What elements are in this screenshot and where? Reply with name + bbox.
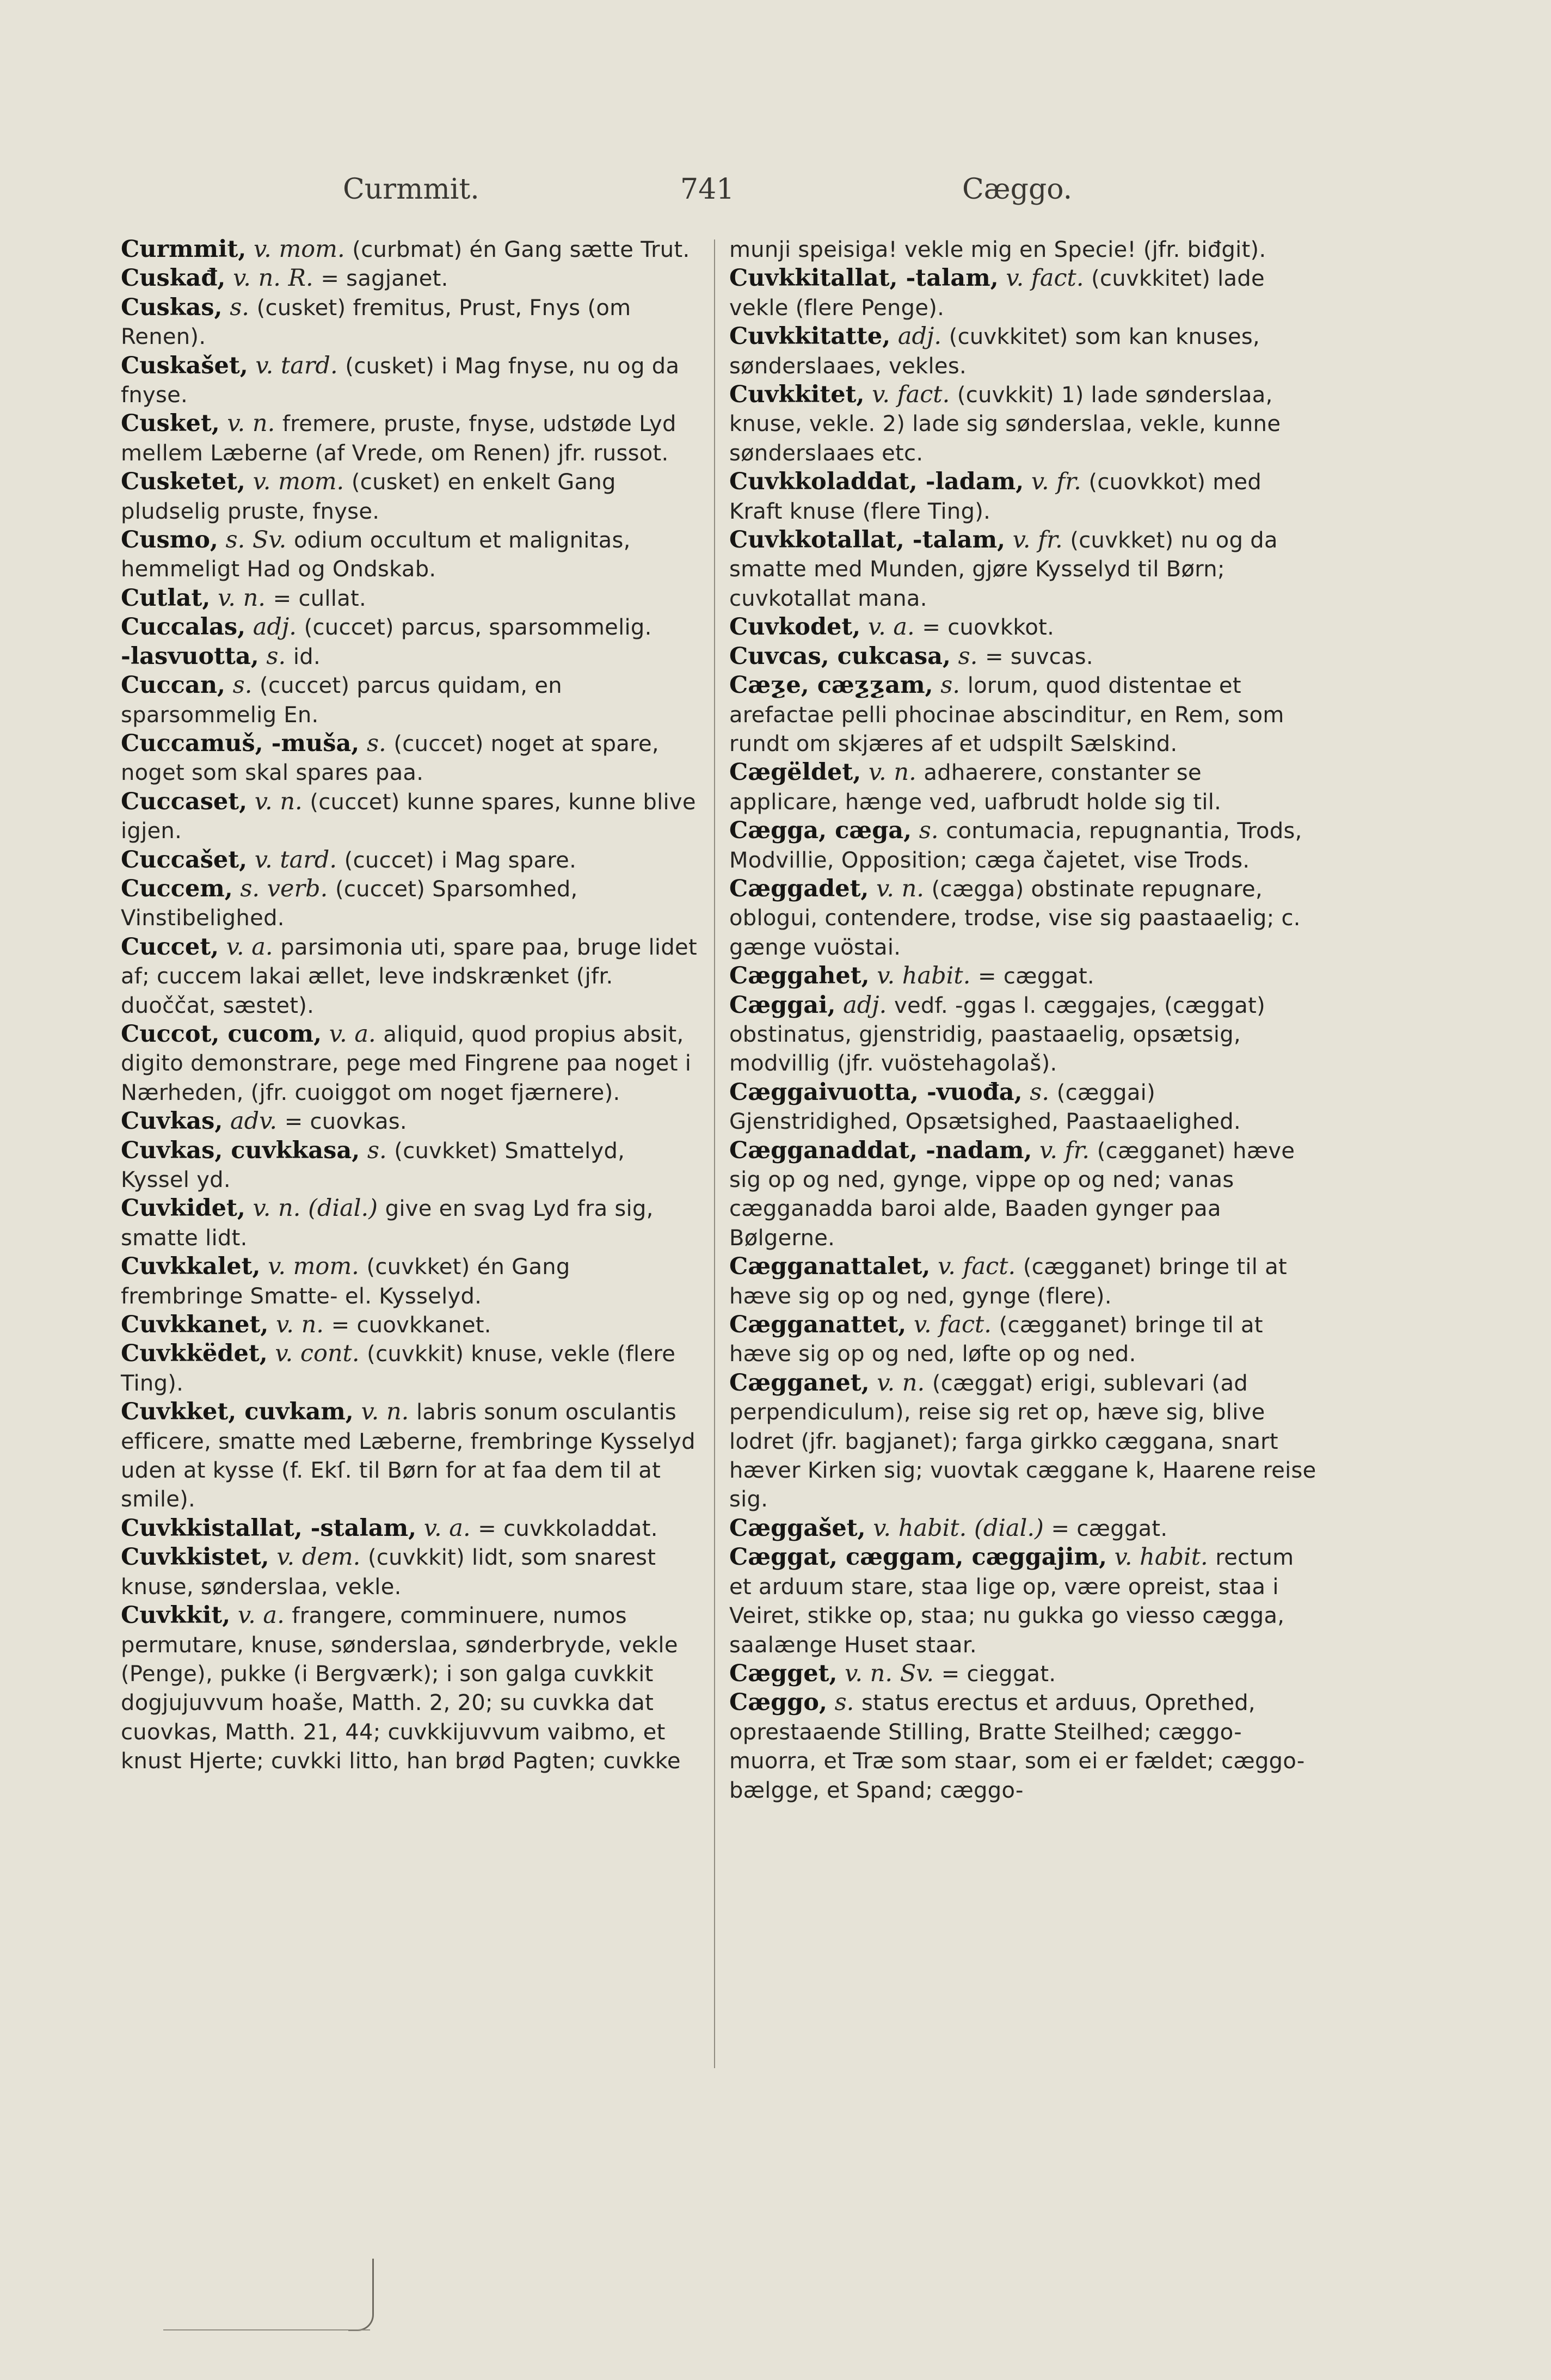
entry-grammar: adj.	[253, 613, 297, 641]
entry-definition: aliquid, quod propius absit, digito demonstrare, pege med Fingrene paa noget i Nærheden, (jfr. cuoiggot om noget fjærnere).	[121, 1022, 692, 1105]
entry-grammar: v. n.	[227, 410, 275, 438]
dictionary-entry	[121, 1311, 698, 1339]
entry-headword: Cuvkkëdet,	[121, 1340, 268, 1368]
entry-definition: (cægganet) bringe til at hæve sig op og ned, løfte op og ned.	[729, 1313, 1263, 1367]
entry-definition: (cægganet) hæve sig op og ned, gynge, vippe op og ned; vanas cægganadda baroi alde, Baaden gynger paa Bølgerne.	[729, 1138, 1295, 1251]
entry-grammar: v. a.	[226, 933, 273, 961]
dictionary-entry	[729, 1136, 1317, 1253]
entry-grammar: adj.	[897, 323, 942, 350]
entry-definition: (cuvkkit) 1) lade sønderslaa, knuse, vekle. 2) lade sig sønderslaa, vekle, kunne sønderslaaes etc.	[729, 383, 1281, 466]
entry-grammar: s.	[958, 642, 978, 670]
entry-definition: labris sonum osculantis efficere, smatte med Læberne, frembringe Kysselyd uden at kysse (f. Ekſ. til Børn for at faa dem til at smile).	[121, 1400, 696, 1512]
entry-headword: Cæggašet,	[729, 1514, 866, 1542]
entry-grammar: v. tard.	[255, 352, 338, 379]
entry-definition: vedf. -ggas l. cæggajes, (cæggat) obstinatus, gjenstridig, paastaaelig, opsætsig, modvillig (jfr. vuöstehagolaš).	[729, 993, 1265, 1077]
header-left-guideword: Curmmit.	[343, 173, 479, 206]
entry-grammar: v. fr.	[1039, 1136, 1090, 1164]
entry-grammar: v. n.	[361, 1398, 409, 1426]
entry-grammar: v. fact.	[913, 1311, 992, 1339]
entry-definition: = cuvkkoladdat.	[478, 1516, 658, 1541]
entry-definition: (cuvkket) én Gang frembringe Smatte- el. Kysselyd.	[121, 1254, 570, 1309]
dictionary-entry	[729, 1369, 1317, 1514]
entry-definition: give en svag Lyd fra sig, smatte lidt.	[121, 1196, 654, 1251]
entry-definition: = cullat.	[273, 586, 367, 611]
entry-headword: Cuvcas, cukcasa,	[729, 642, 951, 670]
entry-grammar: s.	[1030, 1078, 1050, 1106]
dictionary-entry	[121, 1194, 698, 1252]
entry-grammar: v. n.	[218, 584, 266, 612]
entry-definition: munji speisiga! vekle mig en Specie! (jfr. biđgit).	[729, 237, 1266, 262]
entry-headword: Cusket,	[121, 410, 220, 438]
dictionary-entry	[729, 235, 1317, 264]
entry-grammar: v. n.	[868, 759, 916, 786]
entry-definition: = suvcas.	[985, 644, 1093, 669]
entry-grammar: v. habit. (dial.)	[873, 1514, 1044, 1542]
entry-headword: Cæggat, cæggam, cæggajim,	[729, 1543, 1107, 1571]
entry-grammar: adj.	[843, 991, 887, 1019]
entry-headword: Cuskađ,	[121, 265, 226, 292]
dictionary-entry	[121, 729, 698, 788]
entry-headword: -lasvuotta,	[121, 642, 259, 670]
entry-headword: Cægga, cæga,	[729, 817, 912, 845]
entry-definition: lorum, quod distentae et arefactae pelli phocinae abscinditur, en Rem, som rundt om skjæres af et udspilt Sælskind.	[729, 673, 1284, 757]
entry-headword: Cuvkkanet,	[121, 1311, 269, 1339]
entry-definition: parsimonia uti, spare paa, bruge lidet af; cuccem lakai ællet, leve indskrænket (jfr. duoččat, sæstet).	[121, 934, 697, 1018]
entry-definition: (cusket) en enkelt Gang pludselig pruste, fnyse.	[121, 470, 616, 524]
dictionary-entry	[729, 671, 1317, 758]
dictionary-entry	[121, 788, 698, 846]
entry-headword: Cuccamuš, -muša,	[121, 729, 360, 757]
dictionary-entry	[121, 1514, 698, 1543]
entry-definition: (cuvkkit) knuse, vekle (flere Ting).	[121, 1342, 676, 1396]
page-number: 741	[680, 173, 735, 206]
entry-definition: = sagjanet.	[321, 266, 448, 292]
entry-grammar: adv.	[230, 1108, 278, 1135]
entry-definition: id.	[293, 644, 321, 669]
entry-headword: Cæggo,	[729, 1689, 827, 1717]
entry-grammar: v. n.	[876, 875, 924, 902]
entry-headword: Cusketet,	[121, 468, 245, 496]
entry-grammar: v. dem.	[276, 1543, 361, 1571]
entry-grammar: s.	[230, 293, 249, 321]
entry-definition: = cuovkkot.	[922, 615, 1055, 641]
entry-grammar: v. a.	[867, 613, 915, 641]
dictionary-entry	[121, 264, 698, 293]
entry-grammar: s.	[266, 642, 286, 670]
dictionary-entry	[121, 846, 698, 875]
dictionary-entry	[729, 758, 1317, 816]
entry-grammar: v. a.	[237, 1602, 285, 1629]
entry-headword: Cuccaset,	[121, 788, 248, 815]
entry-headword: Cuvkket, cuvkam,	[121, 1398, 354, 1426]
entry-headword: Cuvkkitatte,	[729, 323, 891, 350]
entry-headword: Cuccet,	[121, 933, 219, 961]
entry-headword: Cuvkkistallat, -stalam,	[121, 1514, 417, 1542]
entry-definition: (curbmat) én Gang sætte Trut.	[352, 237, 690, 262]
entry-definition: (cuccet) noget at spare, noget som skal spares paa.	[121, 731, 659, 786]
entry-definition: status erectus et arduus, Oprethed, oprestaaende Stilling, Bratte Steilhed; cæggo-muorra, et Træ som staar, som ei er fældet; cæggo-bælgge, et Spand; cæggo-	[729, 1690, 1305, 1803]
dictionary-entry	[121, 1136, 698, 1195]
entry-grammar: v. cont.	[275, 1340, 360, 1368]
dictionary-entry	[121, 1398, 698, 1514]
entry-definition: = cæggat.	[1051, 1516, 1168, 1541]
dictionary-entry	[729, 816, 1317, 875]
entry-headword: Cuccalas,	[121, 613, 246, 641]
entry-definition: fremere, pruste, fnyse, udstøde Lyd mellem Læberne (af Vrede, om Renen) jfr. russot.	[121, 411, 676, 466]
entry-headword: Cæggahet,	[729, 962, 870, 990]
entry-grammar: v. n. R.	[233, 265, 313, 292]
entry-definition: = cuovkkanet.	[331, 1313, 491, 1338]
entry-definition: (cuccet) parcus quidam, en sparsommelig En.	[121, 673, 562, 728]
entry-definition: (cuvkkitet) lade vekle (flere Penge).	[729, 266, 1265, 321]
entry-headword: Cægganet,	[729, 1369, 870, 1397]
dictionary-entry	[121, 468, 698, 526]
entry-definition: = cuovkas.	[284, 1109, 407, 1135]
entry-grammar: s.	[940, 672, 961, 699]
entry-grammar: s. Sv.	[225, 526, 287, 554]
entry-headword: Cuvkkalet,	[121, 1253, 261, 1281]
entry-grammar: s. verb.	[240, 875, 328, 902]
running-header	[169, 173, 1420, 217]
entry-headword: Cuvkkistet,	[121, 1543, 269, 1571]
entry-headword: Cægganaddat, -nadam,	[729, 1136, 1032, 1164]
entry-definition: (cuccet) kunne spares, kunne blive igjen.	[121, 789, 696, 844]
entry-definition: (cuvkket) nu og da smatte med Munden, gjøre Kysselyd til Børn; cuvkotallat mana.	[729, 528, 1278, 611]
dictionary-entry	[729, 264, 1317, 322]
entry-definition: (cuvkkitet) som kan knuses, sønderslaaes, vekles.	[729, 324, 1260, 379]
entry-definition: contumacia, repugnantia, Trods, Modvillie, Opposition; cæga čajetet, vise Trods.	[729, 819, 1302, 873]
entry-grammar: v. fact.	[938, 1253, 1016, 1281]
entry-headword: Cuccan,	[121, 672, 225, 699]
entry-definition: (cæggat) erigi, sublevari (ad perpendiculum), reise sig ret op, hæve sig, blive lodret (jfr. bagjanet); farga girkko cæggana, snart hæver Kirken sig; vuovtak cæggane k, Haarene reise sig.	[729, 1370, 1316, 1512]
entry-definition: (cægga) obstinate repugnare, oblogui, contendere, trodse, vise sig paastaaelig; c. gænge vuöstai.	[729, 876, 1301, 960]
dictionary-entry	[121, 526, 698, 584]
dictionary-entry	[729, 1078, 1317, 1136]
entry-headword: Cægganattet,	[729, 1311, 907, 1339]
dictionary-entry	[121, 671, 698, 729]
entry-headword: Cæggadet,	[729, 875, 869, 902]
entry-definition: (cuvkkit) lidt, som snarest knuse, sønderslaa, vekle.	[121, 1545, 656, 1600]
entry-grammar: v. a.	[329, 1020, 376, 1048]
dictionary-entry	[121, 1601, 698, 1775]
entry-grammar: s.	[366, 729, 386, 757]
entry-headword: Cuvkas, cuvkkasa,	[121, 1136, 360, 1164]
entry-grammar: v. n.	[276, 1311, 324, 1339]
entry-grammar: v. n. (dial.)	[253, 1195, 378, 1222]
entry-definition: (cuovkkot) med Kraft knuse (flere Ting).	[729, 470, 1262, 524]
entry-headword: Cuvkkit,	[121, 1602, 231, 1629]
entry-grammar: v. habit.	[877, 962, 971, 990]
dictionary-entry	[121, 875, 698, 933]
dictionary-entry	[121, 1339, 698, 1398]
entry-headword: Cuvkkotallat, -talam,	[729, 526, 1006, 554]
dictionary-entry	[121, 642, 698, 671]
entry-headword: Cæggai,	[729, 991, 836, 1019]
dictionary-entry	[121, 584, 698, 613]
entry-grammar: s.	[367, 1136, 387, 1164]
entry-grammar: v. fr.	[1012, 526, 1063, 554]
dictionary-entry	[121, 1252, 698, 1311]
dictionary-entry	[121, 933, 698, 1020]
entry-definition: = cæggat.	[978, 964, 1094, 989]
entry-grammar: v. fr.	[1031, 468, 1081, 496]
dictionary-entry	[121, 1107, 698, 1136]
dictionary-entry	[729, 1659, 1317, 1688]
header-right-guideword: Cæggo.	[962, 173, 1073, 206]
entry-headword: Cuskas,	[121, 293, 223, 321]
dictionary-entry	[729, 1252, 1317, 1311]
entry-grammar: v. habit.	[1114, 1543, 1208, 1571]
entry-definition: adhaerere, constanter se applicare, hænge ved, uafbrudt holde sig til.	[729, 760, 1222, 815]
dictionary-entry	[729, 642, 1317, 671]
entry-grammar: s.	[919, 817, 939, 845]
dictionary-entry	[121, 409, 698, 468]
dictionary-entry	[121, 1543, 698, 1601]
entry-headword: Cuccem,	[121, 875, 233, 902]
entry-definition: (cusket) fremitus, Prust, Fnys (om Renen).	[121, 295, 631, 350]
dictionary-entry	[729, 380, 1317, 468]
column-divider	[714, 239, 715, 2068]
dictionary-entry	[729, 1543, 1317, 1659]
dictionary-entry	[729, 1311, 1317, 1369]
entry-headword: Cuccašet,	[121, 846, 248, 874]
entry-headword: Curmmit,	[121, 236, 247, 263]
entry-headword: Cæƺe, cæƺƺam,	[729, 672, 933, 699]
entry-headword: Cægget,	[729, 1659, 838, 1687]
dictionary-entry	[729, 1688, 1317, 1805]
entry-headword: Cuvkas,	[121, 1108, 223, 1135]
entry-headword: Cuvkkitallat, -talam,	[729, 265, 999, 292]
dictionary-entry	[729, 875, 1317, 962]
dictionary-entry	[121, 293, 698, 352]
entry-definition: (cuccet) i Mag spare.	[344, 847, 577, 873]
entry-definition: odium occultum et malignitas, hemmeligt Had og Ondskab.	[121, 528, 631, 582]
dictionary-entry	[121, 1020, 698, 1107]
entry-headword: Cuccot, cucom,	[121, 1020, 322, 1048]
entry-headword: Cuvkodet,	[729, 613, 861, 641]
entry-headword: Cusmo,	[121, 526, 218, 554]
entry-headword: Cutlat,	[121, 584, 211, 612]
entry-grammar: v. fact.	[1006, 265, 1084, 292]
bottom-rule	[163, 2329, 370, 2330]
entry-grammar: v. tard.	[254, 846, 337, 874]
entry-definition: (cusket) i Mag fnyse, nu og da fnyse.	[121, 353, 680, 408]
entry-headword: Cæggaivuotta, -vuođa,	[729, 1078, 1023, 1106]
entry-grammar: v. fact.	[872, 381, 950, 409]
dictionary-entry	[729, 468, 1317, 526]
entry-definition: (cuccet) Sparsomhed, Vinstibelighed.	[121, 876, 578, 931]
entry-definition: = cieggat.	[941, 1661, 1056, 1687]
dictionary-entry	[729, 991, 1317, 1078]
entry-grammar: s.	[834, 1689, 854, 1717]
entry-definition: frangere, comminuere, numos permutare, knuse, sønderslaa, sønderbryde, vekle (Penge), pukke (i Bergværk); i son galga cuvkkit dogjujuvvum hoaše, Matth. 2, 20; su cuvkka dat cuovkas, Matth. 21, 44; cuvkkijuvvum vaibmo, et knust Hjerte; cuvkki litto, han brød Pagten; cuvkke	[121, 1603, 681, 1774]
left-column	[121, 235, 698, 1776]
dictionary-entry	[729, 962, 1317, 991]
entry-definition: rectum et arduum stare, staa lige op, være opreist, staa i Veiret, stikke op, staa; nu gukka go viesso cægga, saalænge Huset staar.	[729, 1545, 1294, 1658]
entry-headword: Cægganattalet,	[729, 1253, 931, 1281]
entry-definition: (cægganet) bringe til at hæve sig op og ned, gynge (flere).	[729, 1254, 1288, 1309]
entry-headword: Cuvkidet,	[121, 1195, 245, 1222]
entry-grammar: s.	[232, 672, 253, 699]
entry-grammar: v. mom.	[253, 468, 344, 496]
dictionary-entry	[121, 235, 698, 264]
entry-headword: Cuvkkoladdat, -ladam,	[729, 468, 1024, 496]
dictionary-entry	[729, 526, 1317, 613]
entry-grammar: v. n. Sv.	[845, 1659, 934, 1687]
right-column	[729, 235, 1317, 1805]
entry-grammar: v. a.	[423, 1514, 471, 1542]
entry-headword: Cuvkkitet,	[729, 381, 865, 409]
dictionary-entry	[121, 613, 698, 642]
entry-definition: (cuvkket) Smattelyd, Kyssel yd.	[121, 1138, 625, 1192]
dictionary-entry	[729, 613, 1317, 642]
dictionary-entry	[121, 352, 698, 410]
entry-headword: Cægëldet,	[729, 759, 861, 786]
entry-headword: Cuskašet,	[121, 352, 248, 379]
entry-definition: (cuccet) parcus, sparsommelig.	[304, 615, 652, 641]
entry-grammar: v. n.	[254, 788, 303, 815]
corner-bracket-mark	[348, 2259, 374, 2331]
entry-grammar: v. mom.	[268, 1253, 359, 1281]
entry-definition: (cæggai) Gjenstridighed, Opsætsighed, Paastaaelighed.	[729, 1080, 1241, 1135]
dictionary-entry	[729, 322, 1317, 380]
dictionary-entry	[729, 1514, 1317, 1543]
entry-grammar: v. n.	[877, 1369, 925, 1397]
entry-grammar: v. mom.	[253, 236, 345, 263]
